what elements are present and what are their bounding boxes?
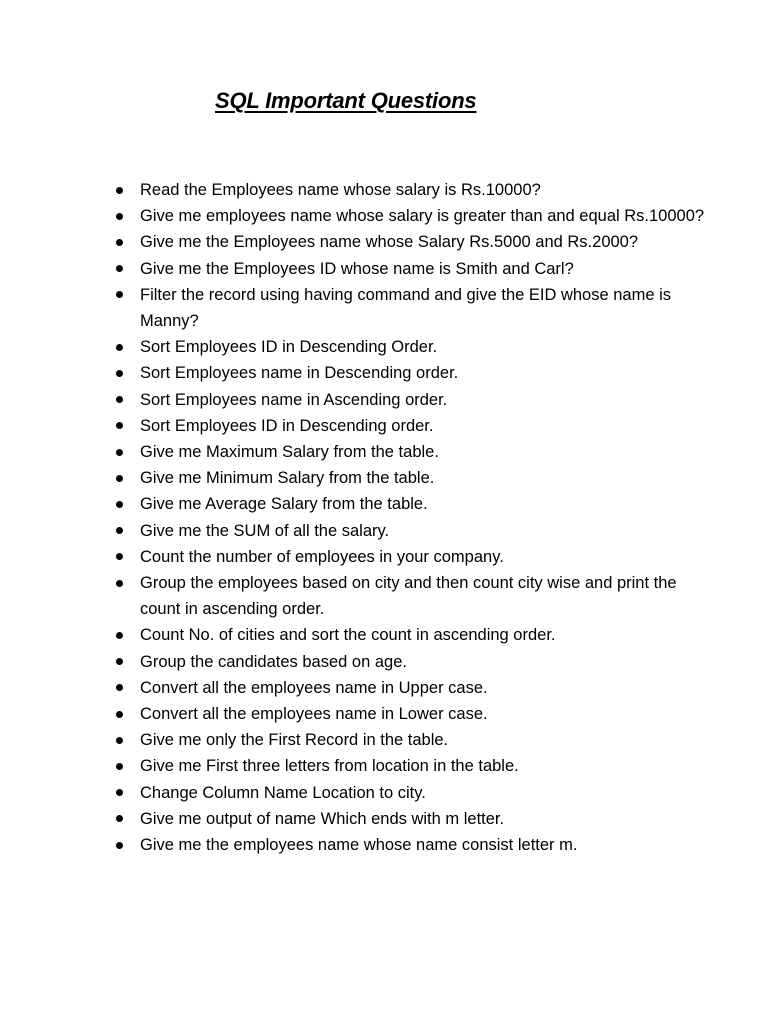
bullet-icon — [116, 396, 123, 403]
bullet-icon — [116, 632, 123, 639]
question-text: Read the Employees name whose salary is Rs.10000? — [140, 181, 541, 199]
bullet-icon — [116, 449, 123, 456]
document-title: SQL Important Questions — [215, 88, 477, 113]
question-text: Give me Minimum Salary from the table. — [140, 469, 435, 488]
question-item — [114, 544, 714, 570]
question-item — [114, 649, 714, 675]
question-item — [114, 229, 714, 255]
question-item — [114, 806, 714, 832]
question-item — [114, 675, 714, 701]
question-item — [114, 753, 714, 779]
question-text: Give me employees name whose salary is greater than and equal Rs.10000? — [140, 207, 705, 226]
question-item — [114, 387, 714, 413]
question-text: Give me output of name Which ends with m letter. — [140, 809, 505, 828]
question-text: Give me the employees name whose name consist letter m. — [140, 836, 578, 855]
question-item — [114, 727, 714, 753]
question-item — [114, 439, 714, 465]
question-list — [114, 177, 714, 858]
bullet-icon — [116, 501, 123, 508]
question-item — [114, 491, 714, 517]
question-text: Give me only the First Record in the table. — [140, 731, 449, 750]
question-text: Filter the record using having command and give the EID whose name is Manny? — [140, 285, 672, 331]
question-text: Give me Average Salary from the table. — [140, 495, 428, 514]
bullet-icon — [116, 815, 123, 822]
question-item — [114, 177, 714, 203]
bullet-icon — [116, 684, 123, 691]
question-text: Sort Employees ID in Descending Order. — [140, 338, 438, 357]
bullet-icon — [116, 763, 123, 770]
question-item — [114, 413, 714, 439]
bullet-icon — [116, 187, 123, 194]
question-text: Give me the SUM of all the salary. — [140, 521, 390, 540]
question-text: Sort Employees name in Descending order. — [140, 364, 459, 383]
question-item — [114, 256, 714, 282]
question-item — [114, 203, 714, 229]
bullet-icon — [116, 711, 123, 718]
question-text: Give me the Employees name whose Salary Rs.5000 and Rs.2000? — [140, 233, 639, 252]
question-item — [114, 701, 714, 727]
question-item — [114, 622, 714, 648]
bullet-icon — [116, 265, 123, 272]
bullet-icon — [116, 422, 123, 429]
question-text: Group the employees based on city and then count city wise and print the count in ascending order. — [140, 574, 677, 619]
question-item — [114, 360, 714, 386]
bullet-icon — [116, 291, 123, 298]
bullet-icon — [116, 737, 123, 744]
bullet-icon — [116, 842, 123, 849]
question-item — [114, 570, 714, 622]
question-text: Sort Employees ID in Descending order. — [140, 416, 434, 435]
question-item — [114, 518, 714, 544]
bullet-icon — [116, 475, 123, 482]
question-text: Group the candidates based on age. — [140, 652, 407, 671]
bullet-icon — [116, 239, 123, 246]
question-item — [114, 465, 714, 491]
question-text: Convert all the employees name in Upper case. — [140, 678, 488, 697]
question-text: Give me Maximum Salary from the table. — [140, 443, 439, 462]
bullet-icon — [116, 658, 123, 665]
question-text: Give me First three letters from location in the table. — [140, 757, 519, 776]
bullet-icon — [116, 213, 123, 220]
question-text: Change Column Name Location to city. — [140, 783, 426, 802]
question-item — [114, 832, 714, 858]
question-item — [114, 780, 714, 806]
question-text: Count No. of cities and sort the count in ascending order. — [140, 626, 556, 645]
bullet-icon — [116, 580, 123, 587]
bullet-icon — [116, 553, 123, 560]
bullet-icon — [116, 789, 123, 796]
bullet-icon — [116, 344, 123, 351]
bullet-icon — [116, 370, 123, 377]
bullet-icon — [116, 527, 123, 534]
question-text: Give me the Employees ID whose name is Smith and Carl? — [140, 259, 574, 278]
question-text: Count the number of employees in your company. — [140, 547, 504, 566]
question-text: Convert all the employees name in Lower case. — [140, 705, 488, 724]
question-item — [114, 282, 714, 334]
question-item — [114, 334, 714, 360]
question-text: Sort Employees name in Ascending order. — [140, 390, 448, 409]
